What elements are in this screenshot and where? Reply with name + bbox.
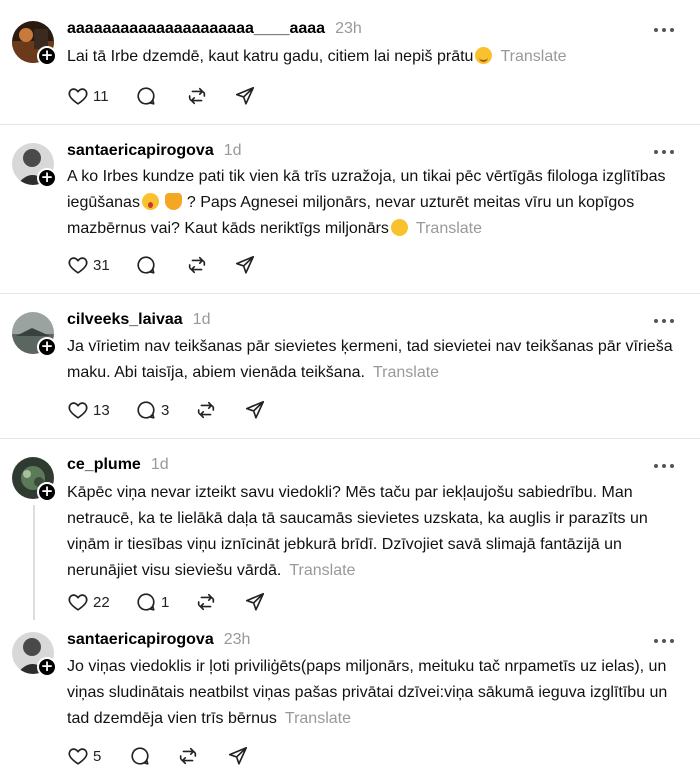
username[interactable]: aaaaaaaaaaaaaaaaaaaaa____aaaa <box>67 20 326 37</box>
username[interactable]: santaericapirogova <box>67 631 214 648</box>
share-button[interactable] <box>244 590 266 614</box>
more-options-icon[interactable] <box>654 22 678 38</box>
avatar[interactable] <box>12 632 56 676</box>
translate-link[interactable]: Translate <box>415 220 483 237</box>
more-options-icon[interactable] <box>654 458 678 474</box>
reply-button[interactable] <box>135 253 157 277</box>
post-text <box>67 334 687 386</box>
share-button[interactable] <box>234 84 256 108</box>
avatar[interactable] <box>12 21 56 65</box>
repost-icon <box>177 745 199 767</box>
reply-button[interactable] <box>135 84 157 108</box>
heart-icon <box>67 399 89 421</box>
cat-emoji-icon <box>165 193 182 210</box>
more-options-icon[interactable] <box>654 313 678 329</box>
post-header <box>67 456 169 478</box>
repost-button[interactable] <box>186 253 208 277</box>
like-button[interactable] <box>67 590 110 614</box>
more-options-icon[interactable] <box>654 633 678 649</box>
divider <box>0 438 700 439</box>
hugging-emoji-icon <box>391 219 408 236</box>
comment-icon <box>135 591 157 613</box>
translate-link[interactable]: Translate <box>284 710 351 727</box>
timestamp[interactable]: 1d <box>150 456 169 473</box>
follow-plus-icon[interactable]: + <box>37 46 57 66</box>
follow-plus-icon[interactable]: + <box>37 657 57 677</box>
like-button[interactable] <box>67 398 110 422</box>
repost-icon <box>186 254 208 276</box>
timestamp[interactable]: 23h <box>335 20 362 37</box>
translate-link[interactable]: Translate <box>372 364 440 381</box>
divider <box>0 124 700 125</box>
post-text <box>67 44 687 70</box>
translate-link[interactable]: Translate <box>289 562 356 579</box>
post-header <box>67 20 362 42</box>
avatar[interactable] <box>12 457 56 501</box>
like-count: 22 <box>93 593 110 611</box>
like-count: 31 <box>93 256 110 274</box>
like-count: 11 <box>93 87 109 105</box>
share-button[interactable] <box>227 744 249 768</box>
translate-link[interactable]: Translate <box>500 48 567 65</box>
post-text <box>67 654 687 732</box>
heart-icon <box>67 591 89 613</box>
repost-icon <box>186 85 208 107</box>
follow-plus-icon[interactable]: + <box>37 337 57 357</box>
astonished-emoji-icon <box>142 193 159 210</box>
post-text <box>67 480 687 584</box>
like-button[interactable] <box>67 84 109 108</box>
post-header <box>67 311 210 333</box>
timestamp[interactable]: 1d <box>223 142 242 159</box>
send-icon <box>244 591 266 613</box>
repost-button[interactable] <box>186 84 208 108</box>
post-body-part-2: ? Paps Agnesei miljonārs, nevar uzturēt meitas vīru un kopīgos mazbērnus vai? Kaut kāds neriktīgs miljonārs <box>67 194 635 237</box>
heart-icon <box>67 745 89 767</box>
send-icon <box>227 745 249 767</box>
reply-count: 3 <box>161 401 170 419</box>
post-header <box>67 142 242 164</box>
username[interactable]: ce_plume <box>67 456 141 473</box>
send-icon <box>234 254 256 276</box>
post-body: Ja vīrietim nav teikšanas pār sievietes ķermeni, tad sievietei nav teikšanas pār vīrieša maku. Abi taisīja, abiem vienāda teikšana. <box>67 338 673 381</box>
send-icon <box>244 399 266 421</box>
username[interactable]: santaericapirogova <box>67 142 214 159</box>
post-body-part-1: A ko Irbes kundze pati tik vien kā trīs uzražoja, un tikai pēc vērtīgās filologa izglītības iegūšanas <box>67 168 666 211</box>
repost-icon <box>195 591 217 613</box>
send-icon <box>234 85 256 107</box>
post-body: Lai tā Irbe dzemdē, kaut katru gadu, citiem lai nepiš prātu <box>67 48 474 65</box>
repost-button[interactable] <box>195 398 217 422</box>
timestamp[interactable]: 23h <box>223 631 251 648</box>
comment-icon <box>135 254 157 276</box>
post-header <box>67 631 250 653</box>
reply-button[interactable] <box>135 398 169 422</box>
timestamp[interactable]: 1d <box>192 311 211 328</box>
comment-icon <box>135 399 157 421</box>
thread-connector-line <box>33 505 35 620</box>
repost-button[interactable] <box>177 744 199 768</box>
like-count: 13 <box>93 401 110 419</box>
heart-icon <box>67 85 89 107</box>
reply-button[interactable] <box>129 744 151 768</box>
post-body: Jo viņas viedoklis ir ļoti priviliģēts(paps miljonārs, meituku tač nrpametīs uz ielas), un viņas sludinātais neatbilst viņas pašas privātai dzīvei:viņa sākumā ieguva izglītību un tad dzemdēja vien trīs bērnus <box>67 658 668 727</box>
smiling-emoji-icon <box>475 47 492 64</box>
like-button[interactable] <box>67 253 110 277</box>
username[interactable]: cilveeks_laivaa <box>67 311 183 328</box>
share-button[interactable] <box>244 398 266 422</box>
reply-button[interactable] <box>135 590 169 614</box>
like-button[interactable] <box>67 744 101 768</box>
more-options-icon[interactable] <box>654 144 678 160</box>
avatar[interactable] <box>12 143 56 187</box>
share-button[interactable] <box>234 253 256 277</box>
like-count: 5 <box>93 747 102 765</box>
repost-button[interactable] <box>195 590 217 614</box>
follow-plus-icon[interactable]: + <box>37 168 57 188</box>
avatar[interactable] <box>12 312 56 356</box>
post-text <box>67 164 687 242</box>
heart-icon <box>67 254 89 276</box>
repost-icon <box>195 399 217 421</box>
comment-icon <box>129 745 151 767</box>
reply-count: 1 <box>161 593 170 611</box>
divider <box>0 293 700 294</box>
comment-icon <box>135 85 157 107</box>
post-body: Kāpēc viņa nevar izteikt savu viedokli? Mēs taču par iekļaujošu sabiedrību. Man netraucē, ka te lielākā daļa tā saucamās sievietes uzskata, ka auglis ir parazīts un viņām ir tiesības viņu iznīcināt jebkurā brīdī. Dzīvojiet savā slimajā fantāzijā un nerunājiet visu sieviešu vārdā. <box>67 484 648 579</box>
follow-plus-icon[interactable]: + <box>37 482 57 502</box>
